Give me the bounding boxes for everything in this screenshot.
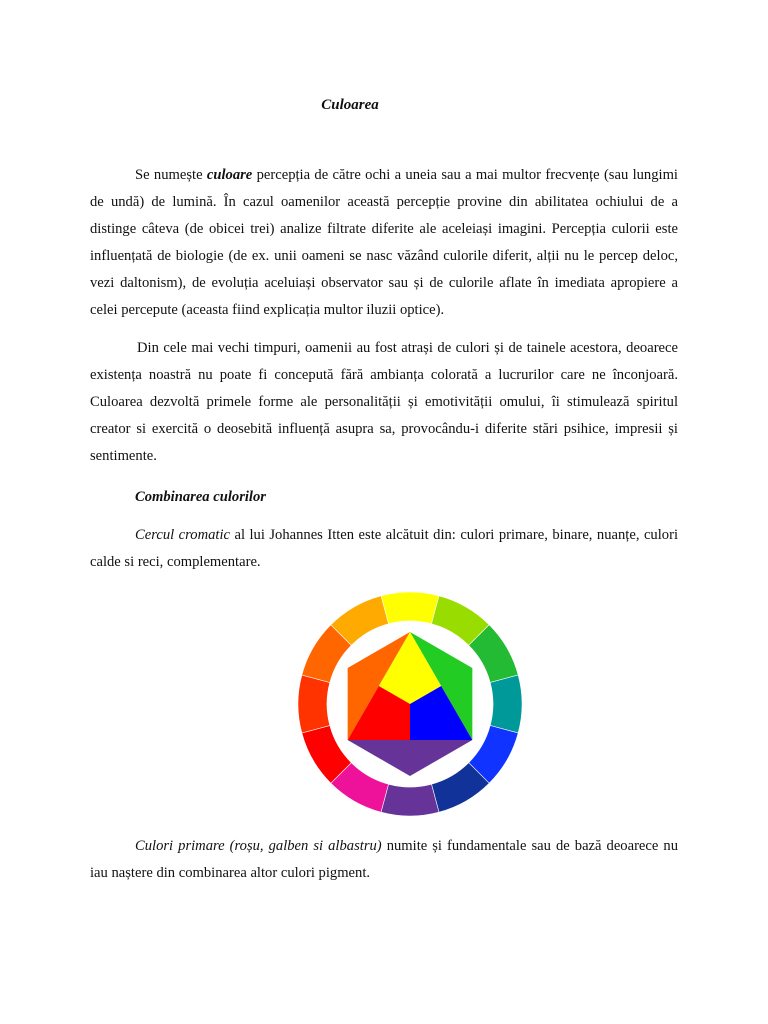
- paragraph-definition-body: percepția de către ochi a uneia sau a mai multor frecvențe (sau lungimi de undă) de lumină. În cazul oamenilor această percepție provine din abilitatea ochiului de a distinge câteva (de obicei trei) analize filtrate diferite ale aceleiași imagini. Percepția culorii este influențată de biologie (de ex. unii oameni se nasc văzând culorile diferit, alții nu le percep deloc, vezi daltonism), de evoluția aceluiași observator sau și de culorile aflate în imediata apropiere a celei percepute (aceasta fiind explicația multor iluzii optice).: [90, 167, 678, 318]
- color-wheel-segment: [381, 784, 439, 816]
- paragraph-primary-colors-body: numite și fundamentale sau de bază deoarece nu iau naștere din combinarea altor culori pigment.: [90, 838, 678, 881]
- color-wheel-segment: [490, 675, 522, 733]
- paragraph-chromatic-circle: [90, 522, 678, 576]
- color-wheel-segment: [381, 592, 439, 624]
- paragraph-definition: [90, 162, 678, 324]
- section-heading-combinations: Combinarea culorilor: [135, 489, 266, 505]
- color-wheel-segment: [298, 675, 330, 733]
- paragraph-history: Din cele mai vechi timpuri, oamenii au fost atrași de culori și de tainele acestora, deoarece existența noastră nu poate fi concepută fără ambianța colorată a lucrurilor care ne înconjoară. Culoarea dezvoltă primele forme ale personalității și emotivității omului, îi stimulează spiritul creator si exercită o deosebită influență asupra sa, provocându-i diferite stări psihice, impresii și sentimente.: [90, 340, 678, 464]
- document-title: Culoarea: [321, 97, 379, 113]
- term-cercul-cromatic: Cercul cromatic: [135, 527, 230, 543]
- term-culoare: culoare: [206, 167, 253, 183]
- paragraph-chromatic-circle-body: al lui Johannes Itten este alcătuit din: culori primare, binare, nuanțe, culori calde si reci, complementare.: [90, 527, 678, 570]
- paragraph-primary-colors: [90, 833, 678, 887]
- itten-color-wheel: [298, 592, 522, 816]
- paragraph-definition-lead: Se numește: [135, 167, 207, 183]
- term-culori-primare: Culori primare (roșu, galben si albastru): [135, 838, 382, 854]
